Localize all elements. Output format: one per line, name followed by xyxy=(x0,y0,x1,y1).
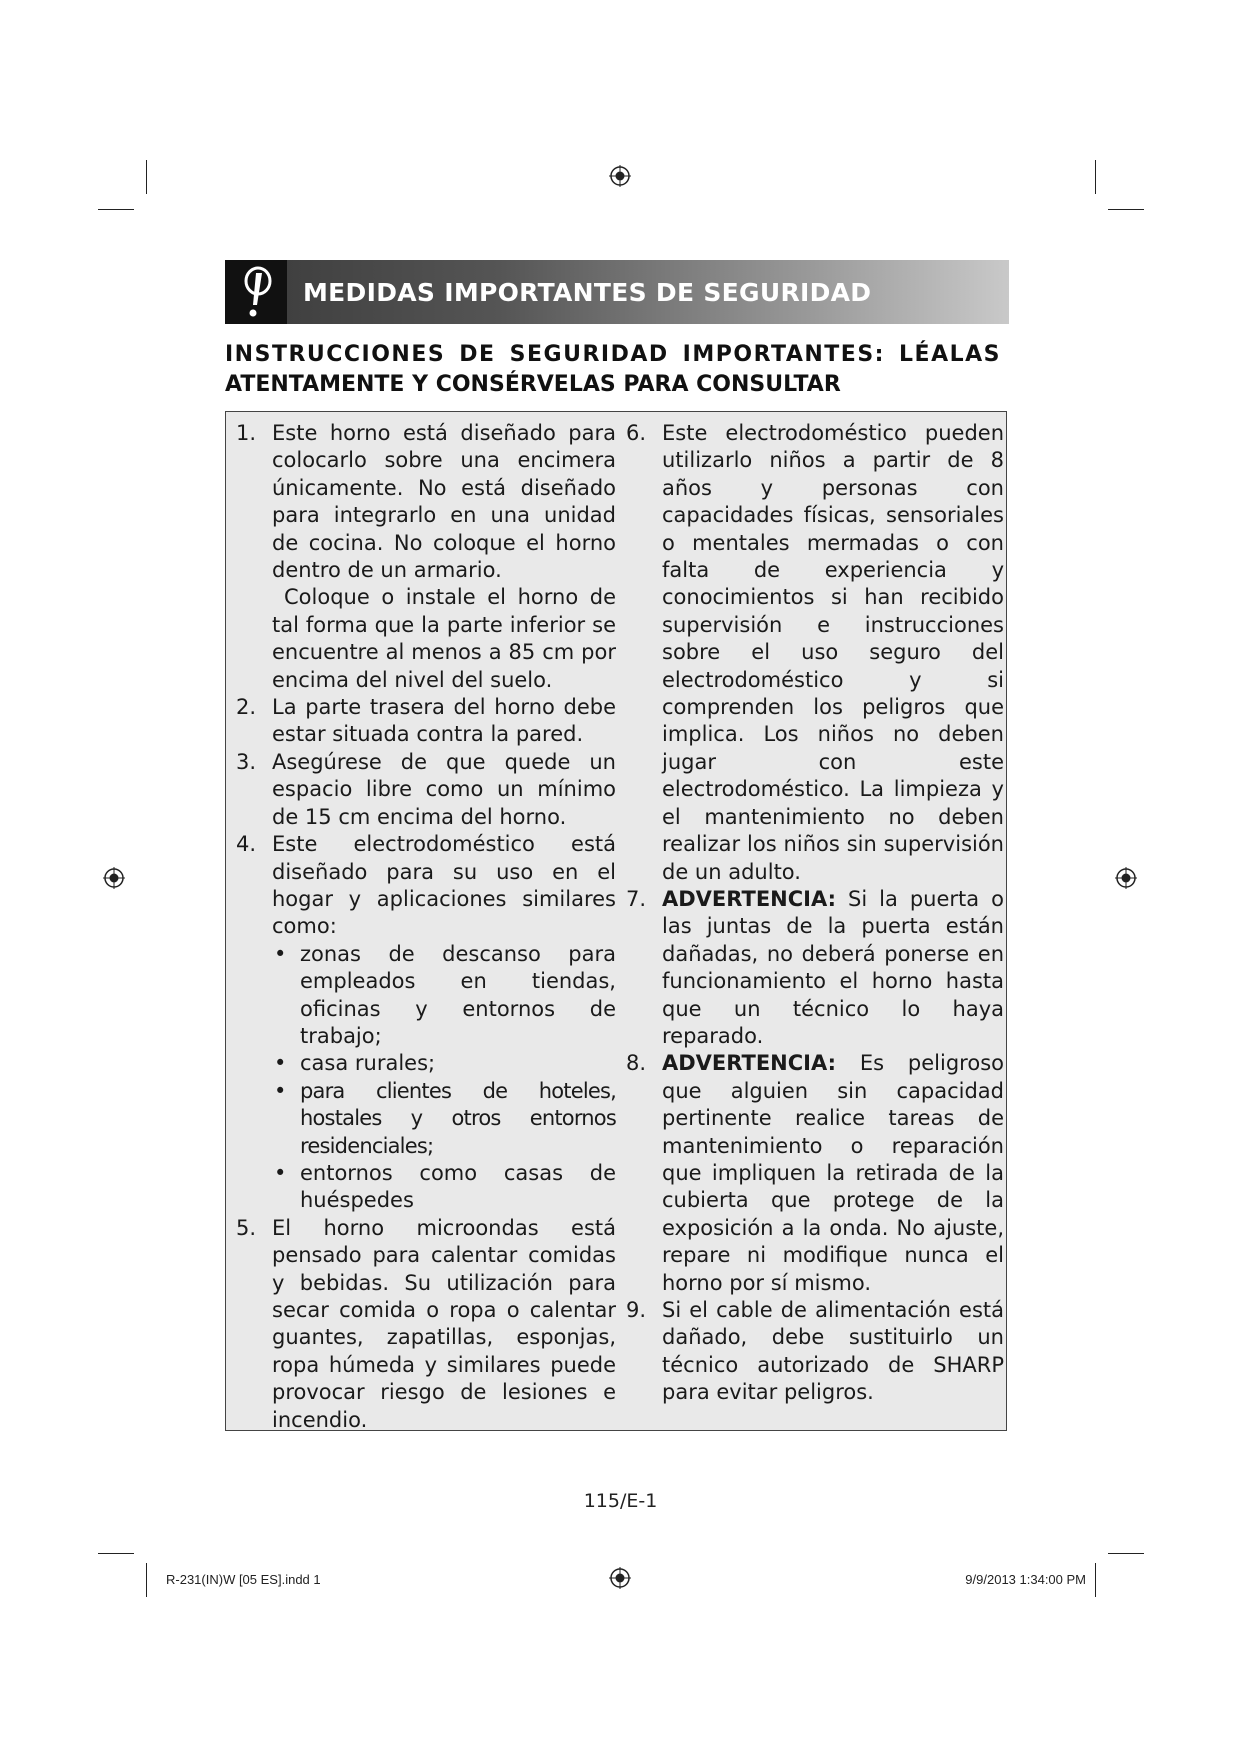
item-text: Si el cable de alimentación está dañado, debe sustituirlo un técnico autorizado de SHARP para evitar peligros. xyxy=(662,1298,1004,1405)
item-number: 3. xyxy=(236,749,257,774)
instruction-item-7 xyxy=(626,886,1004,1050)
instructions-heading xyxy=(225,340,1001,400)
item-text: Si la puerta o las juntas de la puerta están dañadas, no deberá ponerse en funcionamiento el horno hasta que un técnico lo haya reparado. xyxy=(662,886,1004,1048)
warning-label: ADVERTENCIA: xyxy=(662,886,837,911)
item-text: El horno microondas está pensado para calentar comidas y bebidas. Su utilización para secar comida o ropa o calentar guantes, zapatillas, esponjas, ropa húmeda y similares puede provocar riesgo de lesiones e incendio. xyxy=(272,1215,616,1432)
item-text: Este electrodoméstico pueden utilizarlo niños a partir de 8 años y personas con capacidades físicas, sensoriales o mentales mermadas o con falta de experiencia y conocimientos si han recibido supervisión e instrucciones sobre el uso seguro del electrodoméstico y si comprenden los peligros que implica. Los niños no deben jugar con este electrodoméstico. La limpieza y el mantenimiento no deben realizar los niños sin supervisión de un adulto. xyxy=(662,421,1004,884)
crop-mark xyxy=(146,1563,147,1597)
item-number: 1. xyxy=(236,421,257,445)
instructions-heading-line2: ATENTAMENTE Y CONSÉRVELAS PARA CONSULTAR xyxy=(225,372,841,397)
item-text: Este electrodoméstico está diseñado para su uso en el hogar y aplicaciones similares como: xyxy=(272,832,616,939)
crop-mark xyxy=(98,209,134,210)
instruction-item-1 xyxy=(236,420,616,694)
registration-mark-icon xyxy=(609,1567,631,1589)
instruction-item-8 xyxy=(626,1050,1004,1297)
item-number: 5. xyxy=(236,1215,257,1240)
item-number: 6. xyxy=(626,421,647,445)
item-number: 7. xyxy=(626,886,647,911)
warning-label: ADVERTENCIA: xyxy=(662,1051,837,1076)
item-number: 9. xyxy=(626,1298,647,1322)
crop-mark xyxy=(98,1553,134,1554)
left-column xyxy=(236,420,616,1434)
registration-mark-icon xyxy=(609,165,631,187)
item-number: 2. xyxy=(236,695,257,720)
footer-file-name: R-231(IN)W [05 ES].indd 1 xyxy=(166,1572,321,1587)
crop-mark xyxy=(146,160,147,194)
list-item: • para clientes de hoteles, hostales y otros entornos residenciales; xyxy=(272,1078,616,1160)
section-title: MEDIDAS IMPORTANTES DE SEGURIDAD xyxy=(303,278,872,307)
instruction-item-9 xyxy=(626,1297,1004,1407)
right-column xyxy=(626,420,1004,1407)
page-number: 115/E-1 xyxy=(583,1490,658,1512)
instruction-item-2 xyxy=(236,694,616,749)
item-text: Coloque o instale el horno de tal forma que la parte inferior se encuentre al menos a 85 cm por encima del nivel del suelo. xyxy=(272,585,616,692)
item-number: 4. xyxy=(236,832,257,857)
item-number: 8. xyxy=(626,1051,647,1076)
crop-mark xyxy=(1095,160,1096,194)
instructions-heading-line1: INSTRUCCIONES DE SEGURIDAD IMPORTANTES: LÉALAS xyxy=(225,342,1001,367)
exclamation-icon xyxy=(225,260,287,324)
item-text: Asegúrese de que quede un espacio libre como un mínimo de 15 cm encima del horno. xyxy=(272,749,616,829)
crop-mark xyxy=(1095,1563,1096,1597)
instruction-item-6 xyxy=(626,420,1004,886)
usage-list xyxy=(272,941,616,1215)
list-item: • casa rurales; xyxy=(272,1050,616,1077)
list-item: • zonas de descanso para empleados en tiendas, oficinas y entornos de trabajo; xyxy=(272,941,616,1051)
safety-instructions-box xyxy=(225,411,1007,1431)
instruction-item-4 xyxy=(236,831,616,1215)
registration-mark-icon xyxy=(103,867,125,889)
registration-mark-icon xyxy=(1115,867,1137,889)
item-text: Es peligroso que alguien sin capacidad pertinente realice tareas de mantenimiento o reparación que impliquen la retirada de la cubierta que protege de la exposición a la onda. No ajuste, repare ni modifique nunca el horno por sí mismo. xyxy=(662,1051,1004,1295)
item-text: Este horno está diseñado para colocarlo sobre una encimera únicamente. No está diseñado para integrarlo en una unidad de cocina. No coloque el horno dentro de un armario. xyxy=(272,421,616,583)
item-text: La parte trasera del horno debe estar situada contra la pared. xyxy=(272,695,616,747)
crop-mark xyxy=(1108,209,1144,210)
list-item: • entornos como casas de huéspedes xyxy=(272,1160,616,1215)
footer-timestamp: 9/9/2013 1:34:00 PM xyxy=(965,1572,1086,1587)
crop-mark xyxy=(1108,1553,1144,1554)
instruction-item-3 xyxy=(236,749,616,831)
instruction-item-5 xyxy=(236,1215,616,1434)
section-banner xyxy=(225,260,1009,324)
